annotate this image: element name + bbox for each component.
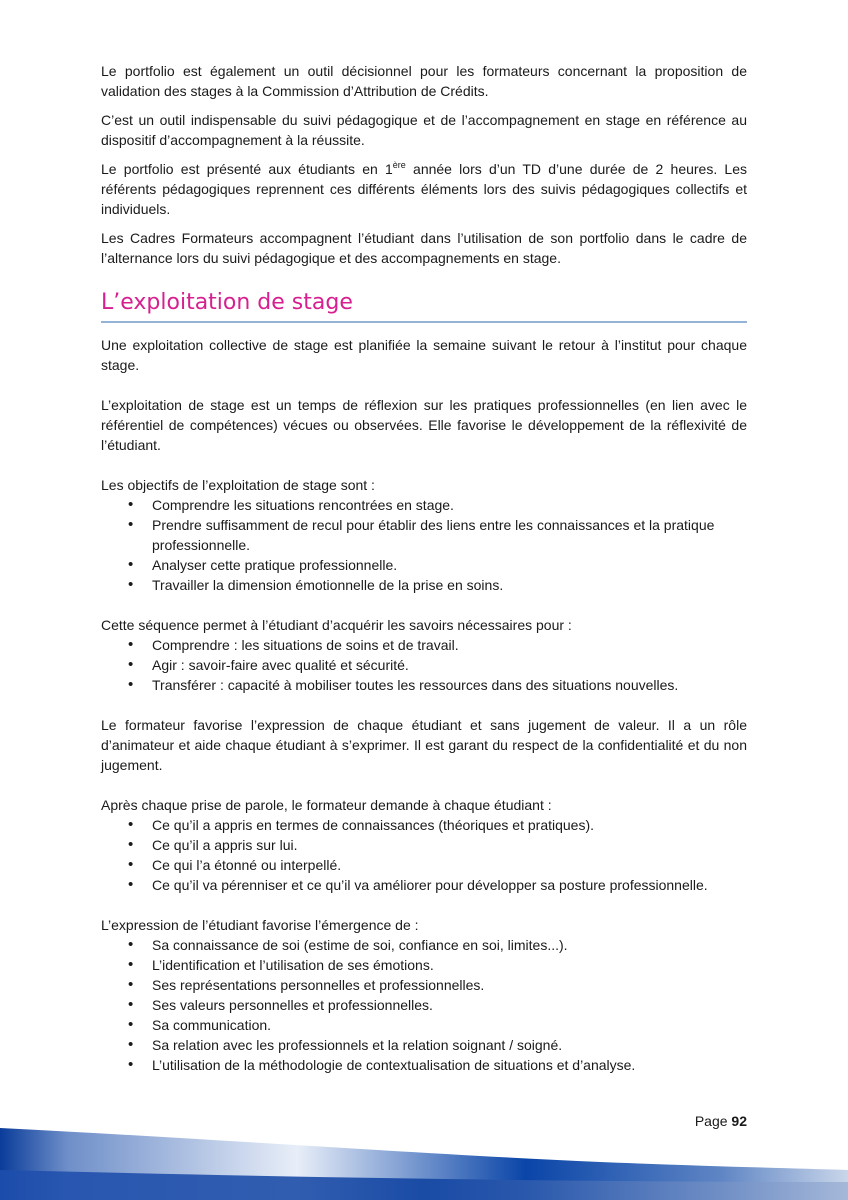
page-number-value: 92 — [731, 1113, 747, 1129]
td-text-after: année lors d’un TD d’une durée de 2 heures. Les référents pédagogiques reprennent ces différents éléments lors des suivis pédagogiques collectifs et individuels. — [101, 161, 748, 217]
sequence-lead: Cette séquence permet à l’étudiant d’acquérir les savoirs nécessaires pour : — [101, 617, 572, 633]
list-item: • Comprendre les situations rencontrées en stage. — [101, 495, 747, 515]
sequence-list — [101, 635, 747, 695]
list-item: • Ce qu’il va pérenniser et ce qu’il va améliorer pour développer sa posture professionnelle. — [101, 875, 747, 895]
page-label: Page — [694, 1113, 728, 1129]
list-item: • Prendre suffisamment de recul pour établir des liens entre les connaissances et la pratique professionnelle. — [101, 515, 747, 555]
page-content — [101, 61, 747, 1095]
apres-lead: Après chaque prise de parole, le formateur demande à chaque étudiant : — [101, 797, 552, 813]
td-text-before: Le portfolio est présenté aux étudiants en 1 — [101, 161, 393, 177]
section-paragraph-1: Une exploitation collective de stage est planifiée la semaine suivant le retour à l’institut pour chaque stage. — [101, 337, 747, 373]
objectifs-list — [101, 495, 747, 595]
section-heading: L’exploitation de stage — [101, 287, 747, 323]
list-item: • Ce qui l’a étonné ou interpellé. — [101, 855, 747, 875]
formateur-paragraph: Le formateur favorise l’expression de chaque étudiant et sans jugement de valeur. Il a un rôle d’animateur et aide chaque étudiant à s’exprimer. Il est garant du respect de la confidentialité et du non jugement. — [101, 717, 747, 773]
list-item: • Analyser cette pratique professionnelle. — [101, 555, 747, 575]
list-item: • Ce qu’il a appris en termes de connaissances (théoriques et pratiques). — [101, 815, 747, 835]
list-item: • Ses valeurs personnelles et professionnelles. — [101, 995, 747, 1015]
intro-paragraph-2: C’est un outil indispensable du suivi pédagogique et de l’accompagnement en stage en référence au dispositif d’accompagnement à la réussite. — [101, 112, 747, 148]
list-item: • Sa communication. — [101, 1015, 747, 1035]
expression-list — [101, 935, 747, 1075]
list-item: • Ses représentations personnelles et professionnelles. — [101, 975, 747, 995]
list-item: • Transférer : capacité à mobiliser toutes les ressources dans des situations nouvelles. — [101, 675, 747, 695]
td-superscript: ère — [392, 160, 406, 170]
td-paragraph — [101, 159, 747, 219]
list-item: • Travailler la dimension émotionnelle de la prise en soins. — [101, 575, 747, 595]
intro-paragraph-1: Le portfolio est également un outil décisionnel pour les formateurs concernant la proposition de validation des stages à la Commission d’Attribution de Crédits. — [101, 63, 747, 99]
list-item: • Sa connaissance de soi (estime de soi, confiance en soi, limites...). — [101, 935, 747, 955]
list-item: • Comprendre : les situations de soins et de travail. — [101, 635, 747, 655]
apres-list — [101, 815, 747, 895]
list-item: • L’utilisation de la méthodologie de contextualisation de situations et d’analyse. — [101, 1055, 747, 1075]
section-paragraph-2: L’exploitation de stage est un temps de réflexion sur les pratiques professionnelles (en lien avec le référentiel de compétences) vécues ou observées. Elle favorise le développement de la réflexivité de l’étudiant. — [101, 397, 747, 453]
list-item: • Sa relation avec les professionnels et la relation soignant / soigné. — [101, 1035, 747, 1055]
page-number — [695, 1111, 747, 1131]
list-item: • Ce qu’il a appris sur lui. — [101, 835, 747, 855]
objectifs-lead: Les objectifs de l’exploitation de stage sont : — [101, 477, 375, 493]
expression-lead: L’expression de l’étudiant favorise l’émergence de : — [101, 917, 419, 933]
list-item: • Agir : savoir-faire avec qualité et sécurité. — [101, 655, 747, 675]
cadres-paragraph: Les Cadres Formateurs accompagnent l’étudiant dans l’utilisation de son portfolio dans le cadre de l’alternance lors du suivi pédagogique et des accompagnements en stage. — [101, 230, 747, 266]
list-item: • L’identification et l’utilisation de ses émotions. — [101, 955, 747, 975]
